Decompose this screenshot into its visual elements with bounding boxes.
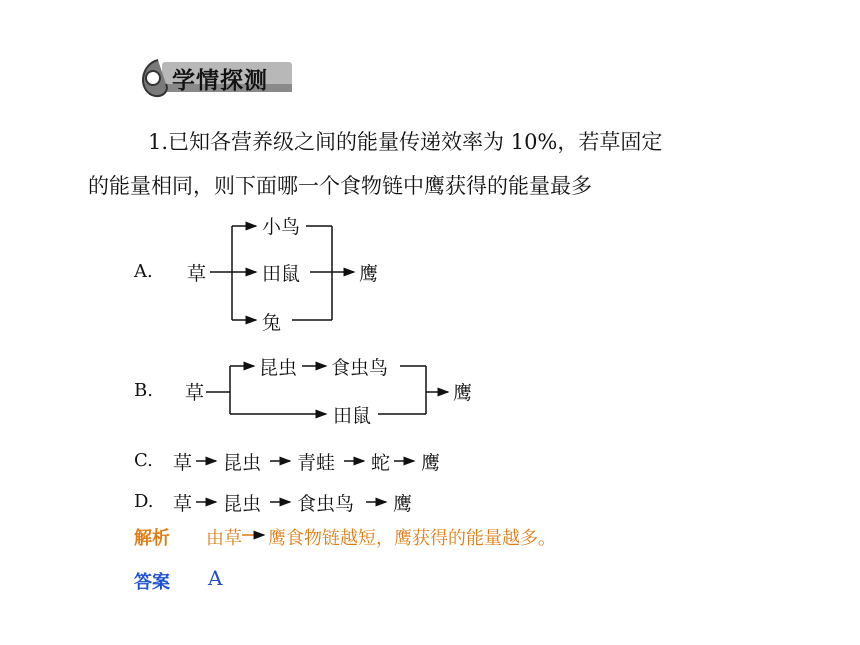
analysis-from: 由草 <box>206 528 242 549</box>
answer-value: A <box>208 566 223 590</box>
option-d-item: 鹰 <box>392 489 413 516</box>
option-c-label: C. <box>134 450 153 471</box>
option-b-lines <box>206 366 448 414</box>
option-a-grass: 草 <box>186 259 207 286</box>
option-a-node-vole: 田鼠 <box>261 259 301 286</box>
option-c-item: 昆虫 <box>222 448 262 475</box>
option-d-item: 草 <box>172 489 193 516</box>
analysis-text: 鹰食物链越短，鹰获得的能量越多。 <box>268 528 556 549</box>
option-a-node-bird: 小鸟 <box>261 212 301 239</box>
option-b-node-insect: 昆虫 <box>258 353 298 380</box>
question-line-1: 1.已知各营养级之间的能量传递效率为 10%，若草固定 <box>148 130 663 154</box>
option-a-eagle: 鹰 <box>358 259 379 286</box>
option-b-label: B. <box>134 380 153 401</box>
option-a-label: A. <box>134 261 153 282</box>
option-d-label: D. <box>134 491 154 512</box>
option-d-item: 昆虫 <box>222 489 262 516</box>
question-line-2: 的能量相同，则下面哪一个食物链中鹰获得的能量最多 <box>88 174 592 198</box>
option-b-grass: 草 <box>184 378 205 405</box>
option-b-eagle: 鹰 <box>452 378 473 405</box>
option-b-node-vole: 田鼠 <box>332 401 372 428</box>
analysis-label: 解析 <box>134 528 170 549</box>
option-a-node-rabbit: 兔 <box>261 308 282 335</box>
answer-label: 答案 <box>134 572 170 593</box>
option-b-node-insectivorous-bird: 食虫鸟 <box>330 353 389 380</box>
option-c-item: 青蛙 <box>296 448 336 475</box>
banner-title: 学情探测 <box>172 68 268 94</box>
option-d-item: 食虫鸟 <box>296 489 355 516</box>
option-c-item: 草 <box>172 448 193 475</box>
option-c-item: 鹰 <box>420 448 441 475</box>
option-c-item: 蛇 <box>370 448 391 475</box>
